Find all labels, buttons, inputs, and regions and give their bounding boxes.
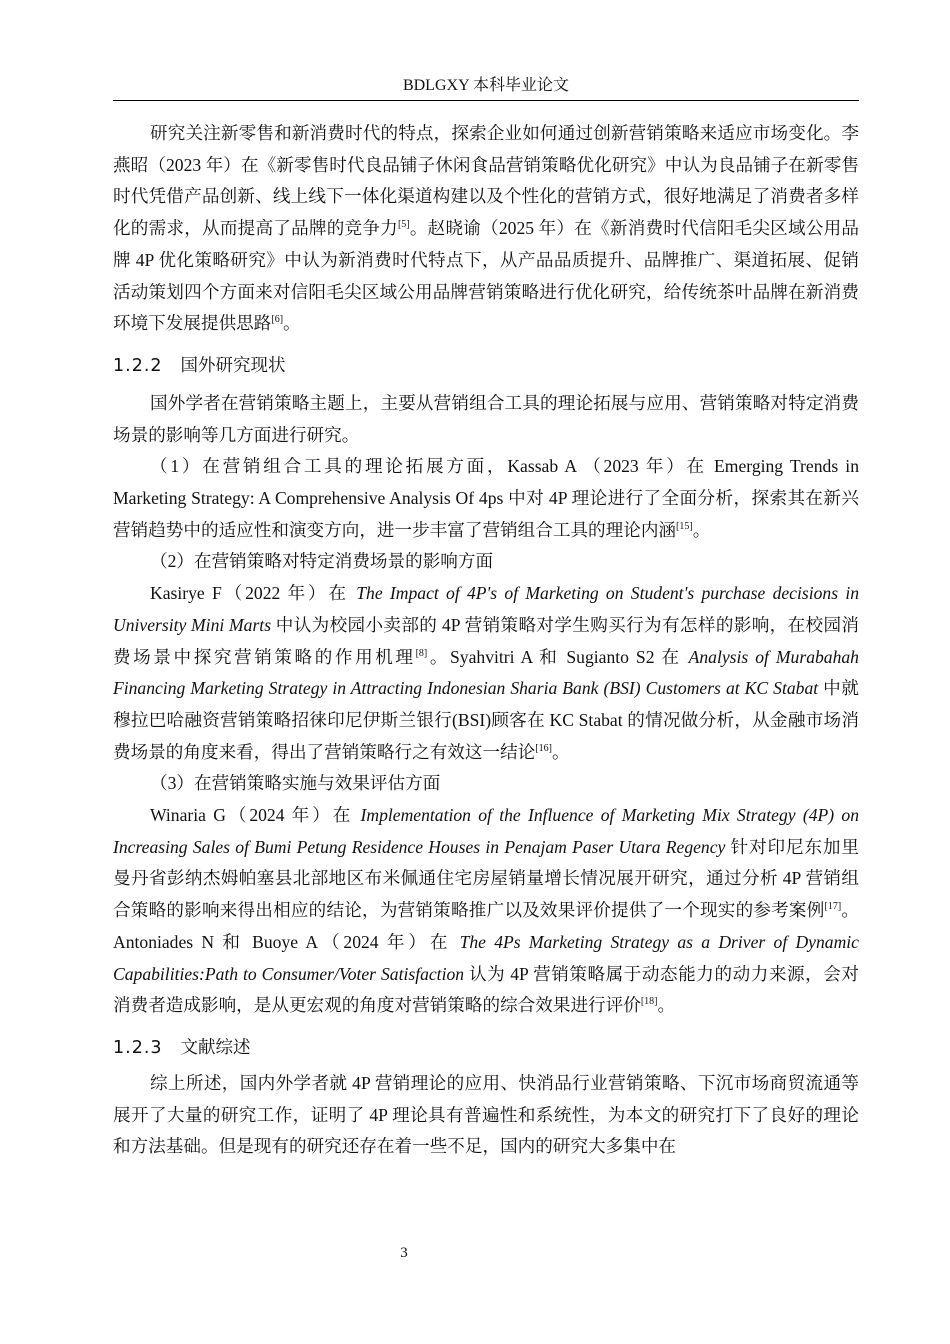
paper-title: The Impact of 4P's of Marketing on Student's purchase decisions in University Mini Marts xyxy=(113,583,859,635)
citation: [5] xyxy=(397,219,410,231)
citation: [8] xyxy=(415,647,428,659)
section-heading-1-2-2 xyxy=(113,354,859,378)
paragraph-domestic-research xyxy=(113,118,859,340)
paragraph-item-3-body xyxy=(113,800,859,1022)
paragraph-text: 中认为校园小卖部的 4P 营销策略对学生购买行为有怎样的影响，在校园消费场景中探究营销策略的作用机理 xyxy=(113,614,859,667)
paragraph-text: 综上所述，国内外学者就 4P 营销理论的应用、快消品行业营销策略、下沉市场商贸流通等展开了大量的研究工作，证明了 4P 理论具有普遍性和系统性，为本文的研究打下了良好的理论和方法基础。但是现有的研究还存在着一些不足，国内的研究大多集中在 xyxy=(113,1072,859,1157)
paragraph-item-2-body xyxy=(113,578,859,768)
paragraph-text: 。Syahvitri A 和 Sugianto S2 在 xyxy=(427,646,689,667)
paragraph-literature-review xyxy=(113,1068,859,1163)
paragraph-text: （1）在营销组合工具的理论拓展方面，Kassab A （2023 年）在 Emerging Trends in Marketing Strategy: A Comprehensive Analysis Of 4ps 中对 4P 理论进行了全面分析，探索其在新兴营销趋势中的适应性和演变方向，进一步丰富了营销组合工具的理论内涵 xyxy=(113,456,859,540)
paragraph-text: 研究关注新零售和新消费时代的特点，探索企业如何通过创新营销策略来适应市场变化。李燕昭（2023 年）在《新零售时代良品铺子休闲食品营销策略优化研究》中认为良品铺子在新零售时代凭借产品创新、线上线下一体化渠道构建以及个性化的营销方式，很好地满足了消费者多样化的需求，从而提高了品牌的竞争力 xyxy=(113,123,859,239)
paragraph-text: 认为 4P 营销策略属于动态能力的动力来源，会对消费者造成影响，是从更宏观的角度对营销策略的综合效果进行评价 xyxy=(113,963,859,1016)
paragraph-text: 针对印尼东加里曼丹省彭纳杰姆帕塞县北部地区布米佩通住宅房屋销量增长情况展开研究，通过分析 4P 营销组合策略的影响来得出相应的结论，为营销策略推广以及效果评价提供了一个现实的参考案例 xyxy=(113,836,859,921)
section-number: 1.2.3 xyxy=(113,1037,163,1058)
paper-title: Analysis of Murabahah Financing Marketing Strategy in Attracting Indonesian Sharia Bank (BSI) Customers at KC Stabat xyxy=(113,646,859,699)
citation: [17] xyxy=(824,901,842,913)
paragraph-text: 。 xyxy=(283,313,301,334)
citation: [15] xyxy=(676,520,693,532)
running-header: BDLGXY 本科毕业论文 xyxy=(402,77,570,94)
citation: [6] xyxy=(271,314,284,326)
citation: [18] xyxy=(640,996,658,1008)
paragraph-item-2-title xyxy=(113,546,859,578)
paper-title: The 4Ps Marketing Strategy as a Driver of Dynamic Capabilities:Path to Consumer/Voter Satisfaction xyxy=(113,931,859,984)
paragraph-foreign-intro xyxy=(113,388,859,451)
citation: [16] xyxy=(535,742,552,754)
paragraph-item-1 xyxy=(113,451,859,546)
paragraph-text: 国外学者在营销策略主题上，主要从营销组合工具的理论拓展与应用、营销策略对特定消费场景的影响等几方面进行研究。 xyxy=(113,392,859,445)
paragraph-text: 。赵晓谕（2025 年）在《新消费时代信阳毛尖区域公用品牌 4P 优化策略研究》中认为新消费时代特点下，从产品品质提升、品牌推广、渠道拓展、促销活动策划四个方面来对信阳毛尖区域公用品牌营销策略进行优化研究，给传统茶叶品牌在新消费环境下发展提供思路 xyxy=(113,218,859,334)
header-rule xyxy=(113,100,859,101)
paragraph-text: 。 xyxy=(657,995,676,1016)
paragraph-text: 中就穆拉巴哈融资营销策略招徕印尼伊斯兰银行(BSI)顾客在 KC Stabat 的情况做分析，从金融市场消费场景的角度来看，得出了营销策略行之有效这一结论 xyxy=(113,678,859,762)
section-title: 文献综述 xyxy=(180,1037,251,1058)
paragraph-text: 。Antoniades N 和 Buoye A（2024 年）在 xyxy=(113,900,859,952)
paragraph-text: Winaria G（2024 年）在 xyxy=(150,805,361,826)
paragraph-item-3-title xyxy=(113,768,859,800)
page-number: 3 xyxy=(400,1245,408,1261)
paragraph-text: （2）在营销策略对特定消费场景的影响方面 xyxy=(150,551,494,572)
page-body xyxy=(113,118,859,1163)
section-title: 国外研究现状 xyxy=(180,355,286,376)
paragraph-text: Kasirye F（2022 年）在 xyxy=(150,583,357,604)
paper-title: Implementation of the Influence of Marketing Mix Strategy (4P) on Increasing Sales of Bumi Petung Residence Houses in Penajam Paser Utara Regency xyxy=(113,805,859,857)
paragraph-text: 。 xyxy=(692,519,711,540)
paragraph-text: 。 xyxy=(551,741,570,762)
section-heading-1-2-3 xyxy=(113,1036,859,1060)
paragraph-text: （3）在营销策略实施与效果评估方面 xyxy=(150,773,441,794)
section-number: 1.2.2 xyxy=(113,355,163,376)
